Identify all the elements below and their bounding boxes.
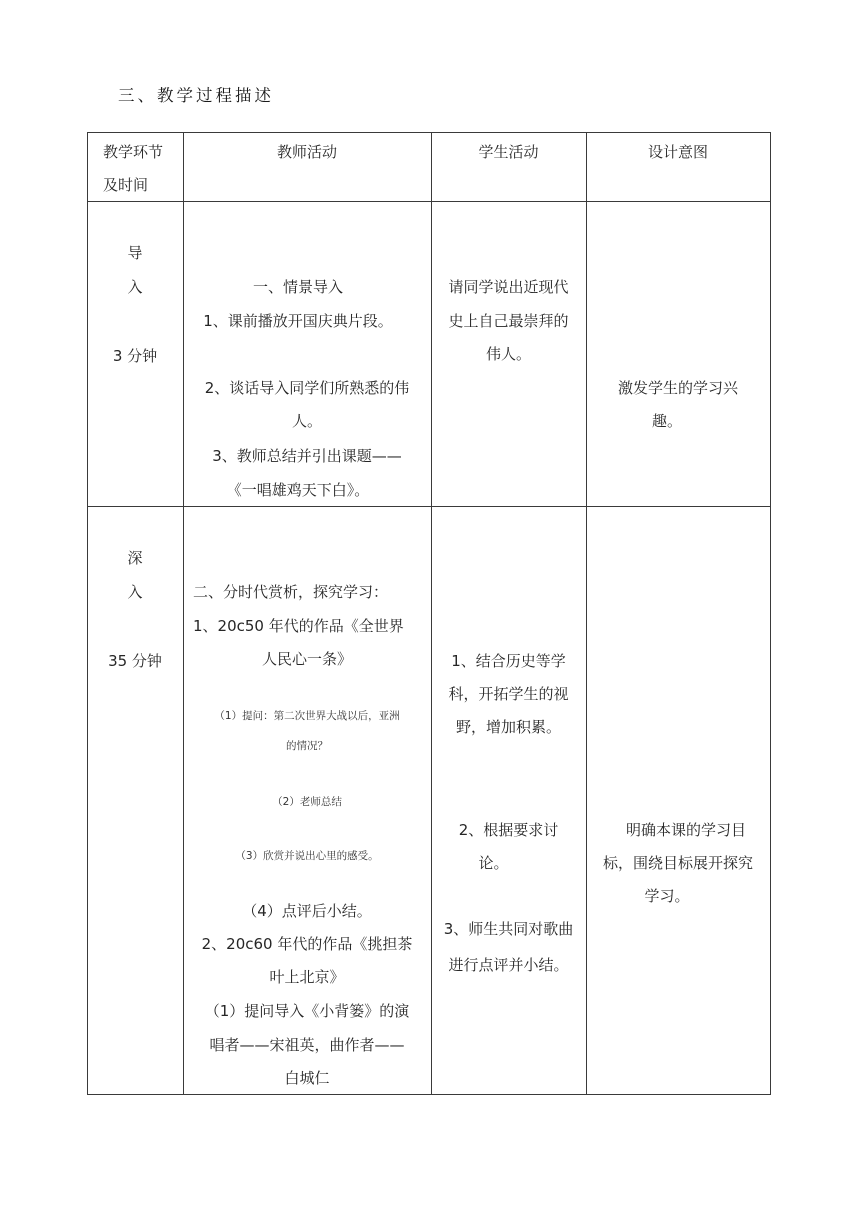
- row1-student-line: 伟人。: [485, 345, 531, 363]
- row2-student-line: 科，开拓学生的视: [448, 685, 569, 703]
- row2-teacher-line: （1）提问导入《小背篓》的演: [204, 1002, 410, 1020]
- row2-student-line: 进行点评并小结。: [448, 956, 569, 974]
- row2-teacher-line: 人民心一条》: [261, 650, 352, 668]
- row2-intent-line: 标，围绕目标展开探究: [602, 854, 753, 872]
- row1-teacher-line: 1、课前播放开国庆典片段。: [203, 312, 393, 330]
- header-stage-line1: 教学环节: [103, 143, 164, 161]
- row2-teacher-small-line: （3）欣赏并说出心里的感受。: [235, 850, 379, 862]
- row2-teacher-line: 2、20c60 年代的作品《挑担茶: [201, 935, 413, 953]
- row2-teacher-line: 唱者——宋祖英，曲作者——: [209, 1036, 405, 1054]
- row1-intent-line: 趣。: [651, 412, 682, 430]
- row-divider: [87, 506, 771, 507]
- row1-stage-char-1: 导: [127, 244, 143, 262]
- row2-student-line: 3、师生共同对歌曲: [443, 920, 574, 938]
- row1-teacher-line: 一、情景导入: [252, 278, 343, 296]
- section-title: 三、教学过程描述: [118, 86, 274, 105]
- row1-intent-line: 激发学生的学习兴: [617, 379, 738, 397]
- row2-teacher-line: 1、20c50 年代的作品《全世界: [193, 617, 404, 635]
- row2-intent-line: 学习。: [644, 887, 690, 905]
- row2-teacher-small-line: （1）提问：第二次世界大战以后，亚洲: [214, 710, 400, 722]
- header-teacher: 教师活动: [276, 143, 337, 161]
- table-border-top: [87, 132, 771, 133]
- row1-stage-time: 3 分钟: [112, 347, 158, 365]
- table-border-right: [770, 132, 771, 1095]
- header-stage-line2: 及时间: [103, 176, 149, 194]
- row1-student-line: 请同学说出近现代: [448, 278, 569, 296]
- row2-intent-line: 明确本课的学习目: [625, 821, 746, 839]
- row1-stage-char-2: 入: [127, 278, 143, 296]
- row1-teacher-line: 2、谈话导入同学们所熟悉的伟: [204, 379, 410, 397]
- row2-student-line: 1、结合历史等学: [451, 652, 566, 670]
- row1-student-line: 史上自己最崇拜的: [448, 312, 569, 330]
- row2-teacher-line: 叶上北京》: [269, 968, 345, 986]
- header-student: 学生活动: [478, 143, 539, 161]
- row1-teacher-line: 3、教师总结并引出课题——: [212, 447, 402, 465]
- row2-teacher-small-line: （2）老师总结: [272, 796, 342, 808]
- table-border-bottom: [87, 1094, 771, 1095]
- row1-teacher-line: 人。: [291, 412, 322, 430]
- row2-teacher-line: （4）点评后小结。: [242, 902, 372, 920]
- row2-teacher-line: 白城仁: [284, 1069, 330, 1087]
- header-intent: 设计意图: [647, 143, 708, 161]
- header-divider: [87, 201, 771, 202]
- row2-teacher-small-line: 的情况？: [286, 740, 328, 752]
- row2-student-line: 论。: [478, 854, 509, 872]
- row2-stage-char-1: 深: [127, 549, 143, 567]
- row2-student-line: 野，增加积累。: [455, 718, 561, 736]
- column-divider-3: [586, 132, 587, 1095]
- row2-stage-char-2: 入: [127, 583, 143, 601]
- row1-teacher-line: 《一唱雄鸡天下白》。: [226, 481, 370, 499]
- row2-teacher-line: 二、分时代赏析，探究学习：: [193, 583, 389, 601]
- row2-stage-time: 35 分钟: [108, 652, 162, 670]
- row2-student-line: 2、根据要求讨: [458, 821, 559, 839]
